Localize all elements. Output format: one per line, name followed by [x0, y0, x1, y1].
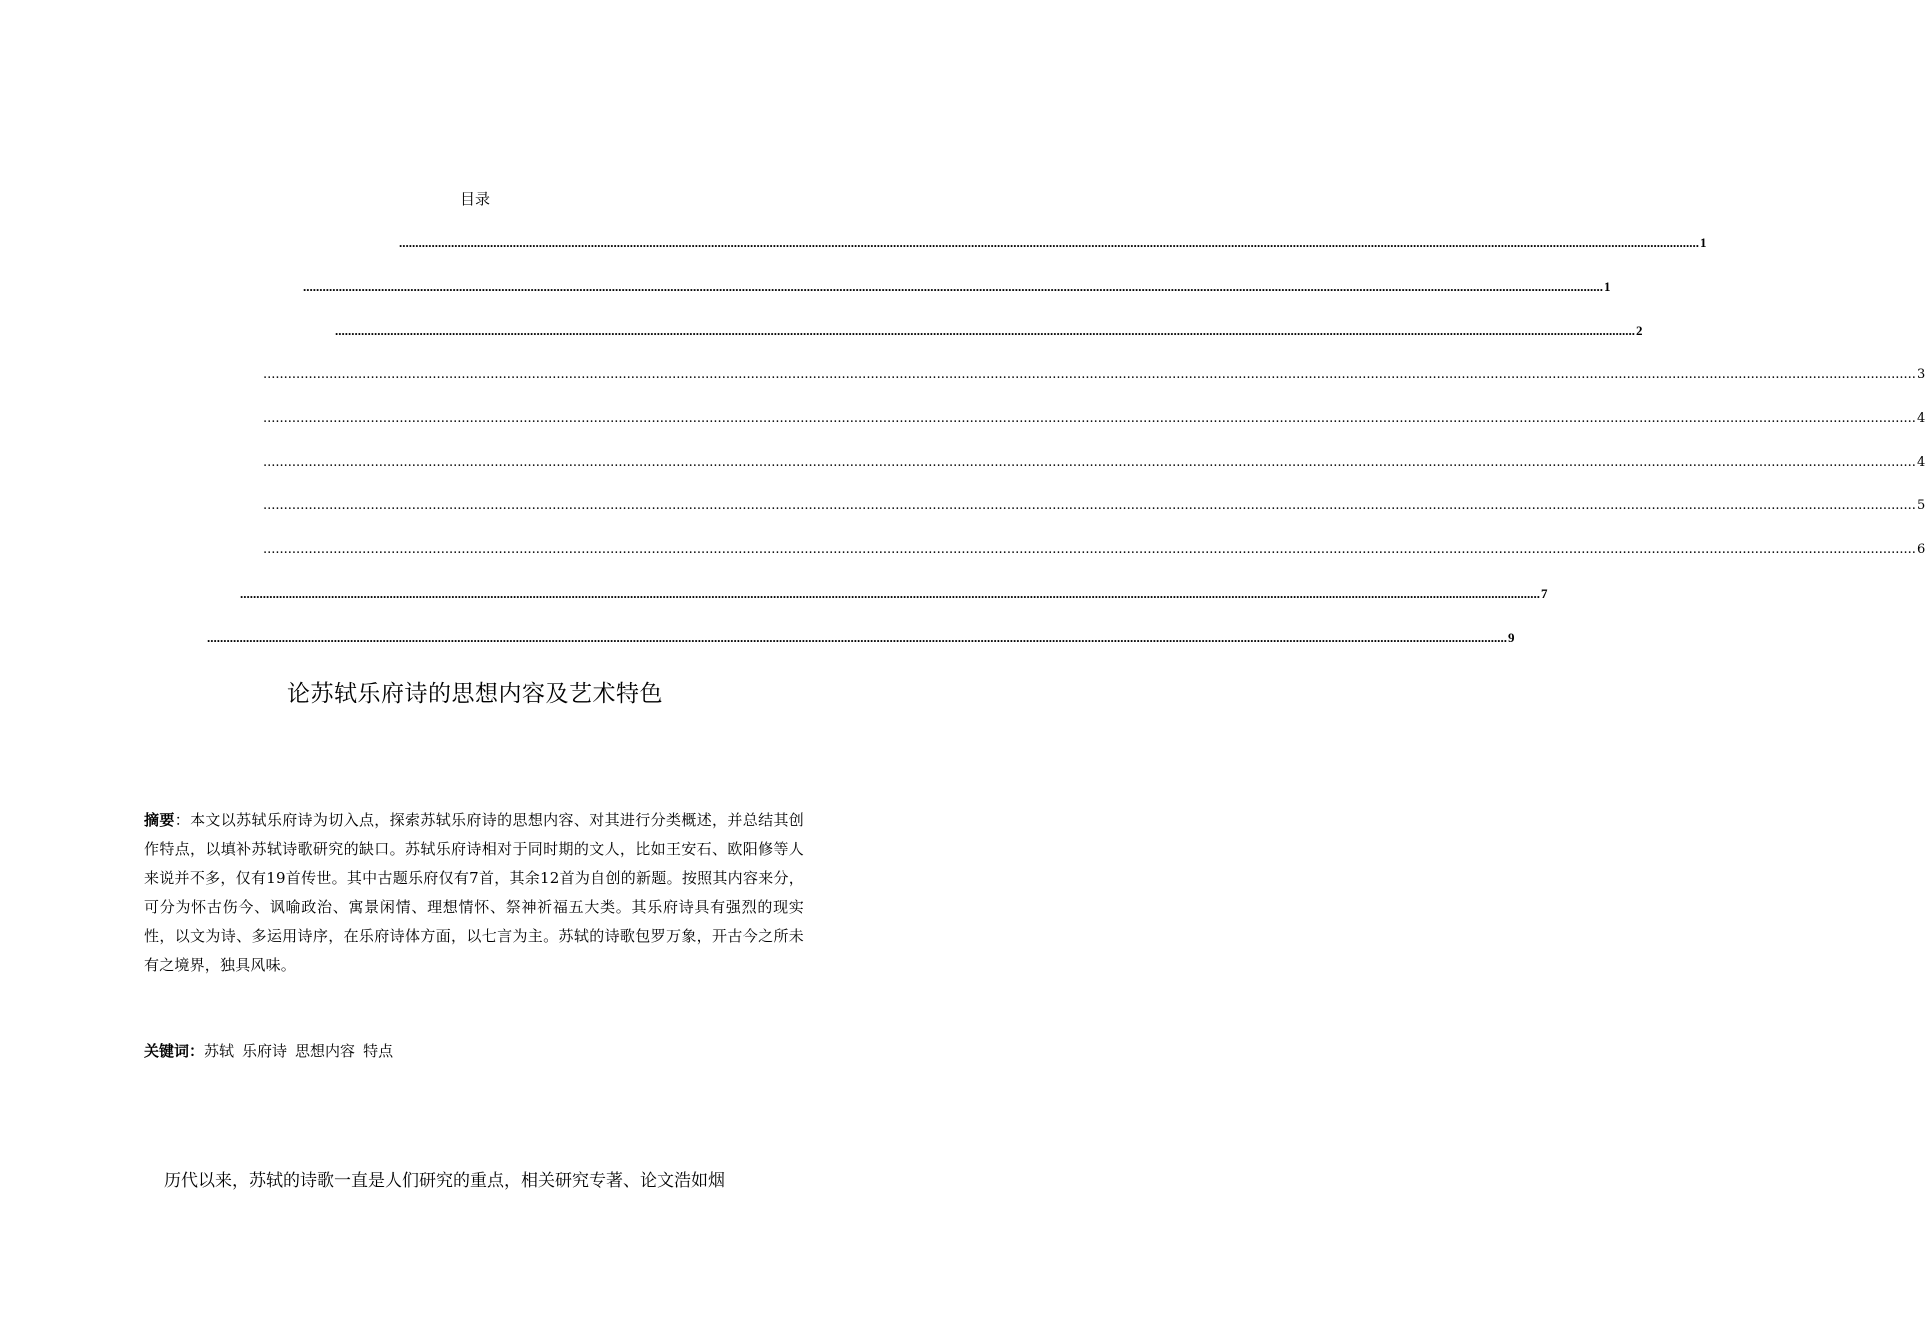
toc-entry[interactable] [240, 582, 1548, 602]
toc-page-number: 3 [1916, 367, 1925, 382]
abstract-label: 摘要 [144, 811, 175, 829]
toc-page-number: 1 [1604, 279, 1611, 294]
toc-leader-dots: ................................................................................................................................................................................................................................................................................................................................................................................................................ [263, 367, 1916, 382]
toc-entry[interactable] [399, 231, 1707, 251]
keyword-item: 苏轼 [204, 1042, 235, 1060]
toc-page-number: 6 [1916, 542, 1925, 557]
body-paragraph: 历代以来，苏轼的诗歌一直是人们研究的重点，相关研究专著、论文浩如烟 [164, 1171, 725, 1191]
toc-leader-dots: ................................................................................................................................................................................................................................................................................................................................................................................................................ [263, 455, 1916, 470]
keyword-item: 思想内容 [295, 1042, 356, 1060]
keywords-label: 关键词： [144, 1042, 205, 1060]
toc-leader-dots: ................................................................................................................................................................................................................................................................................................................................................................................................................ [263, 542, 1916, 557]
toc-entry[interactable] [263, 451, 1925, 471]
abstract-text: 本文以苏轼乐府诗为切入点，探索苏轼乐府诗的思想内容、对其进行分类概述，并总结其创作特点，以填补苏轼诗歌研究的缺口。苏轼乐府诗相对于同时期的文人，比如王安石、欧阳修等人来说并不多，仅有19首传世。其中古题乐府仅有7首，其余12首为自创的新题。按照其内容来分，可分为怀古伤今、讽喻政治、寓景闲情、理想情怀、祭神祈福五大类。其乐府诗具有强烈的现实性，以文为诗、多运用诗序，在乐府诗体方面，以七言为主。苏轼的诗歌包罗万象，开古今之所未有之境界，独具风味。 [144, 811, 805, 974]
toc-entry[interactable] [263, 494, 1925, 514]
abstract [144, 806, 804, 980]
keyword-item: 乐府诗 [242, 1042, 288, 1060]
toc-leader-dots: ................................................................................................................................................................................................................................................................................................................................................................................................................ [335, 323, 1635, 338]
toc-page-number: 9 [1508, 630, 1515, 645]
toc-entry[interactable] [263, 407, 1925, 427]
toc-page-number: 5 [1916, 498, 1925, 513]
toc-page-number: 4 [1916, 455, 1925, 470]
toc-entry[interactable] [263, 363, 1925, 383]
document-title: 论苏轼乐府诗的思想内容及艺术特色 [287, 681, 663, 707]
keywords [144, 1038, 804, 1064]
toc-entry[interactable] [207, 626, 1515, 646]
abstract-separator: ： [174, 811, 191, 829]
toc-entry[interactable] [335, 319, 1643, 339]
toc-page-number: 7 [1541, 586, 1548, 601]
toc-leader-dots: ................................................................................................................................................................................................................................................................................................................................................................................................................ [207, 630, 1507, 645]
toc-entry[interactable] [303, 275, 1611, 295]
toc-leader-dots: ................................................................................................................................................................................................................................................................................................................................................................................................................ [399, 235, 1699, 250]
toc-page-number: 2 [1636, 323, 1643, 338]
toc-leader-dots: ................................................................................................................................................................................................................................................................................................................................................................................................................ [303, 279, 1603, 294]
toc-page-number: 4 [1916, 411, 1925, 426]
toc-leader-dots: ................................................................................................................................................................................................................................................................................................................................................................................................................ [263, 411, 1916, 426]
keyword-item: 特点 [363, 1042, 394, 1060]
toc-leader-dots: ................................................................................................................................................................................................................................................................................................................................................................................................................ [263, 498, 1916, 513]
toc-title: 目录 [459, 190, 490, 208]
toc-leader-dots: ................................................................................................................................................................................................................................................................................................................................................................................................................ [240, 586, 1540, 601]
toc-page-number: 1 [1700, 235, 1707, 250]
toc-entry[interactable] [263, 538, 1925, 558]
